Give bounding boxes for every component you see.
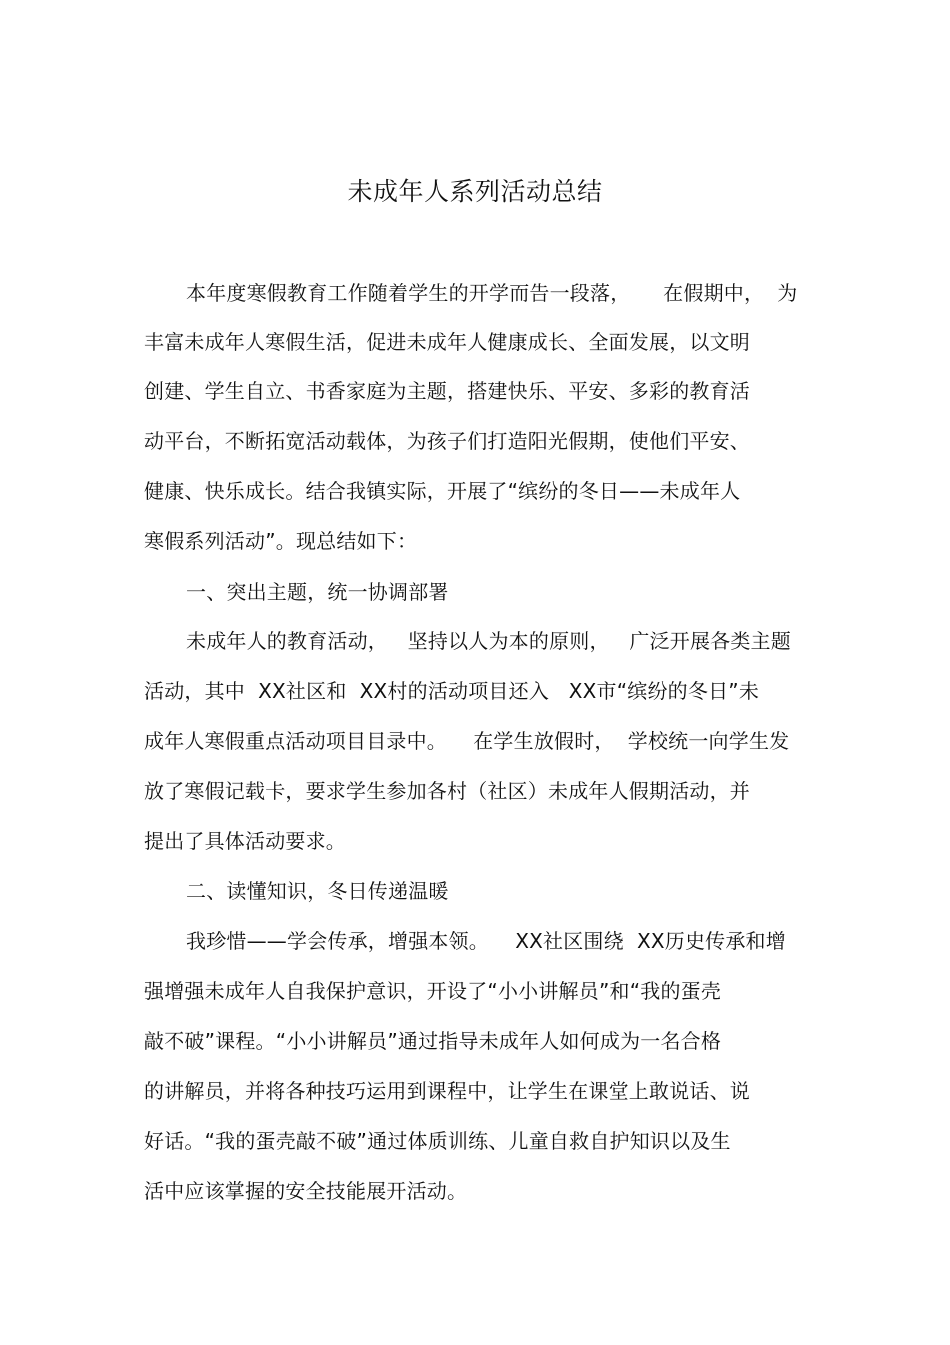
section-heading: 二、读懂知识，冬日传递温暖 [186,879,449,903]
paragraph-line: 寒假系列活动”。现总结如下： [144,529,418,553]
paragraph-line: 丰富未成年人寒假生活，促进未成年人健康成长、全面发展，以文明 [144,330,750,354]
paragraph-line: 活动，其中 XX社区和 XX村的活动项目还入 XX市“缤纷的冬日”未 [144,679,760,703]
paragraph-line: 的讲解员，并将各种技巧运用到课程中，让学生在课堂上敢说话、说 [144,1079,750,1103]
paragraph-line: 我珍惜——学会传承，增强本领。 XX社区围绕 XX历史传承和增 [186,929,786,953]
paragraph-line: 活中应该掌握的安全技能展开活动。 [144,1179,468,1203]
paragraph-line: 动平台，不断拓宽活动载体，为孩子们打造阳光假期，使他们平安、 [144,429,750,453]
paragraph-line: 本年度寒假教育工作随着学生的开学而告一段落， 在假期中， 为 [186,281,798,305]
paragraph-line: 未成年人的教育活动， 坚持以人为本的原则， 广泛开展各类主题 [186,629,791,653]
paragraph-line: 成年人寒假重点活动项目目录中。 在学生放假时， 学校统一向学生发 [144,729,790,753]
paragraph-line: 强增强未成年人自我保护意识，开设了“小小讲解员”和“我的蛋壳 [144,979,722,1003]
document-title: 未成年人系列活动总结 [347,177,603,206]
paragraph-line: 好话。“我的蛋壳敲不破”通过体质训练、儿童自救自护知识以及生 [144,1129,731,1153]
paragraph-line: 提出了具体活动要求。 [144,829,346,853]
paragraph-line: 健康、快乐成长。结合我镇实际，开展了“缤纷的冬日——未成年人 [144,479,741,503]
paragraph-line: 创建、学生自立、书香家庭为主题，搭建快乐、平安、多彩的教育活 [144,379,750,403]
section-heading: 一、突出主题，统一协调部署 [186,580,449,604]
paragraph-line: 放了寒假记载卡，要求学生参加各村（社区）未成年人假期活动，并 [144,779,750,803]
paragraph-line: 敲不破”课程。“小小讲解员”通过指导未成年人如何成为一名合格 [144,1029,722,1053]
